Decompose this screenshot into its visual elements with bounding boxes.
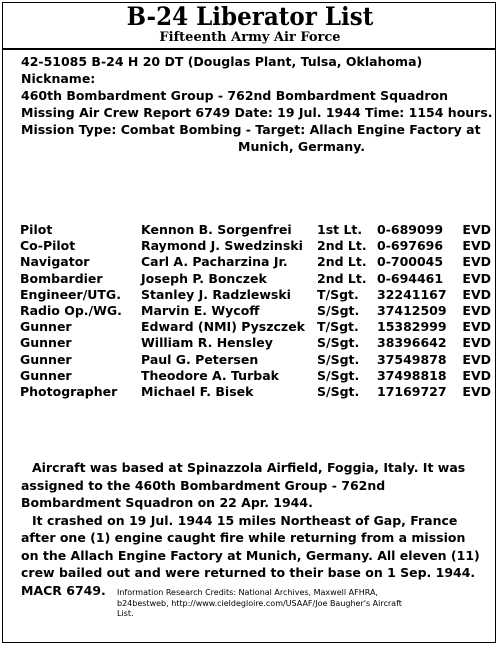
mission-line: Mission Type: Combat Bombing - Target: Allach Engine Factory at	[21, 122, 481, 137]
crew-status: EVD	[462, 367, 491, 383]
page-subtitle: Fifteenth Army Air Force	[159, 30, 341, 45]
crew-status: EVD	[462, 286, 491, 302]
crew-status: EVD	[462, 222, 491, 237]
table-row	[20, 254, 491, 270]
crew-status: EVD	[462, 384, 491, 400]
crew-name: Stanley J. Radzlewski	[141, 286, 291, 302]
crew-position: Gunner	[20, 319, 72, 335]
crew-position: Gunner	[20, 351, 72, 367]
macr-line: Missing Air Crew Report 6749 Date: 19 Jul. 1944 Time: 1154 hours.	[21, 105, 493, 120]
crew-status: EVD	[462, 270, 491, 286]
crew-status: EVD	[462, 238, 491, 254]
table-row	[20, 222, 491, 238]
crew-status: EVD	[462, 351, 491, 367]
crew-name: Kennon B. Sorgenfrei	[141, 222, 292, 237]
crew-serial: 37549878	[377, 351, 447, 367]
serial-model-line: 42-51085 B-24 H 20 DT (Douglas Plant, Tulsa, Oklahoma)	[21, 54, 423, 69]
crew-name: Michael F. Bisek	[141, 384, 254, 400]
crew-serial: 15382999	[377, 319, 447, 335]
crew-rank: S/Sgt.	[317, 384, 360, 400]
table-row	[20, 368, 491, 384]
crew-rank: S/Sgt.	[317, 335, 360, 351]
crew-name: Raymond J. Swedzinski	[141, 238, 303, 254]
crew-position: Gunner	[20, 335, 72, 351]
table-row	[20, 335, 491, 351]
crew-position: Radio Op./WG.	[20, 303, 122, 319]
crew-position: Bombardier	[20, 270, 103, 286]
story-paragraph-crash: It crashed on 19 Jul. 1944 15 miles Northeast of Gap, France after one (1) engine caught fire while returning from a mission on the Allach Engine Factory at Munich, Germany. All eleven (11) crew bailed out and were returned to their base on 1 Sep. 1944. MACR 6749.	[21, 512, 480, 598]
crew-table	[20, 222, 491, 400]
crew-serial: 17169727	[377, 384, 447, 400]
table-row	[20, 271, 491, 287]
crew-name: Paul G. Petersen	[141, 351, 259, 367]
crew-status: EVD	[462, 319, 491, 335]
crew-position: Pilot	[20, 222, 53, 237]
table-row	[20, 287, 491, 303]
crew-position: Co-Pilot	[20, 238, 76, 254]
crew-serial: 37498818	[377, 367, 447, 383]
crew-serial: 0-694461	[377, 270, 444, 286]
aircraft-history	[21, 459, 483, 599]
crew-rank: 2nd Lt.	[317, 270, 367, 286]
crew-status: EVD	[462, 335, 491, 351]
story-paragraph-base: Aircraft was based at Spinazzola Airfield, Foggia, Italy. It was assigned to the 460th Bombardment Group - 762nd Bombardment Squadron on 22 Apr. 1944.	[21, 460, 466, 510]
crew-rank: 2nd Lt.	[317, 254, 367, 270]
page-title: B-24 Liberator List	[126, 2, 374, 31]
title-divider	[2, 48, 496, 50]
crew-name: William R. Hensley	[141, 335, 273, 351]
table-row	[20, 384, 491, 400]
crew-serial: 0-700045	[377, 254, 444, 270]
nickname-line: Nickname:	[21, 71, 96, 86]
table-row	[20, 352, 491, 368]
research-credits: Information Research Credits: National Archives, Maxwell AFHRA, b24bestweb, http://www.cieldegloire.com/USAAF/Joe Baugher's Aircraft List.	[117, 588, 402, 618]
crew-serial: 38396642	[377, 335, 447, 351]
crew-rank: S/Sgt.	[317, 351, 360, 367]
crew-rank: T/Sgt.	[317, 286, 359, 302]
group-squadron-line: 460th Bombardment Group - 762nd Bombardment Squadron	[21, 88, 448, 103]
crew-name: Edward (NMI) Pyszczek	[141, 319, 305, 335]
crew-serial: 0-697696	[377, 238, 444, 254]
table-row	[20, 303, 491, 319]
crew-position: Engineer/UTG.	[20, 286, 121, 302]
crew-position: Gunner	[20, 367, 72, 383]
crew-position: Photographer	[20, 384, 118, 400]
crew-name: Joseph P. Bonczek	[141, 270, 267, 286]
crew-rank: 2nd Lt.	[317, 238, 367, 254]
aircraft-header	[21, 53, 491, 155]
crew-status: EVD	[462, 303, 491, 319]
crew-serial: 0-689099	[377, 222, 444, 237]
crew-rank: S/Sgt.	[317, 303, 360, 319]
crew-serial: 37412509	[377, 303, 447, 319]
crew-serial: 32241167	[377, 286, 447, 302]
crew-rank: S/Sgt.	[317, 367, 360, 383]
crew-name: Marvin E. Wycoff	[141, 303, 260, 319]
table-row	[20, 319, 491, 335]
crew-rank: 1st Lt.	[317, 222, 363, 237]
crew-position: Navigator	[20, 254, 90, 270]
crew-rank: T/Sgt.	[317, 319, 359, 335]
mission-line-cont: Munich, Germany.	[238, 139, 365, 154]
crew-name: Theodore A. Turbak	[141, 367, 279, 383]
crew-status: EVD	[462, 254, 491, 270]
table-row	[20, 238, 491, 254]
crew-name: Carl A. Pacharzina Jr.	[141, 254, 288, 270]
